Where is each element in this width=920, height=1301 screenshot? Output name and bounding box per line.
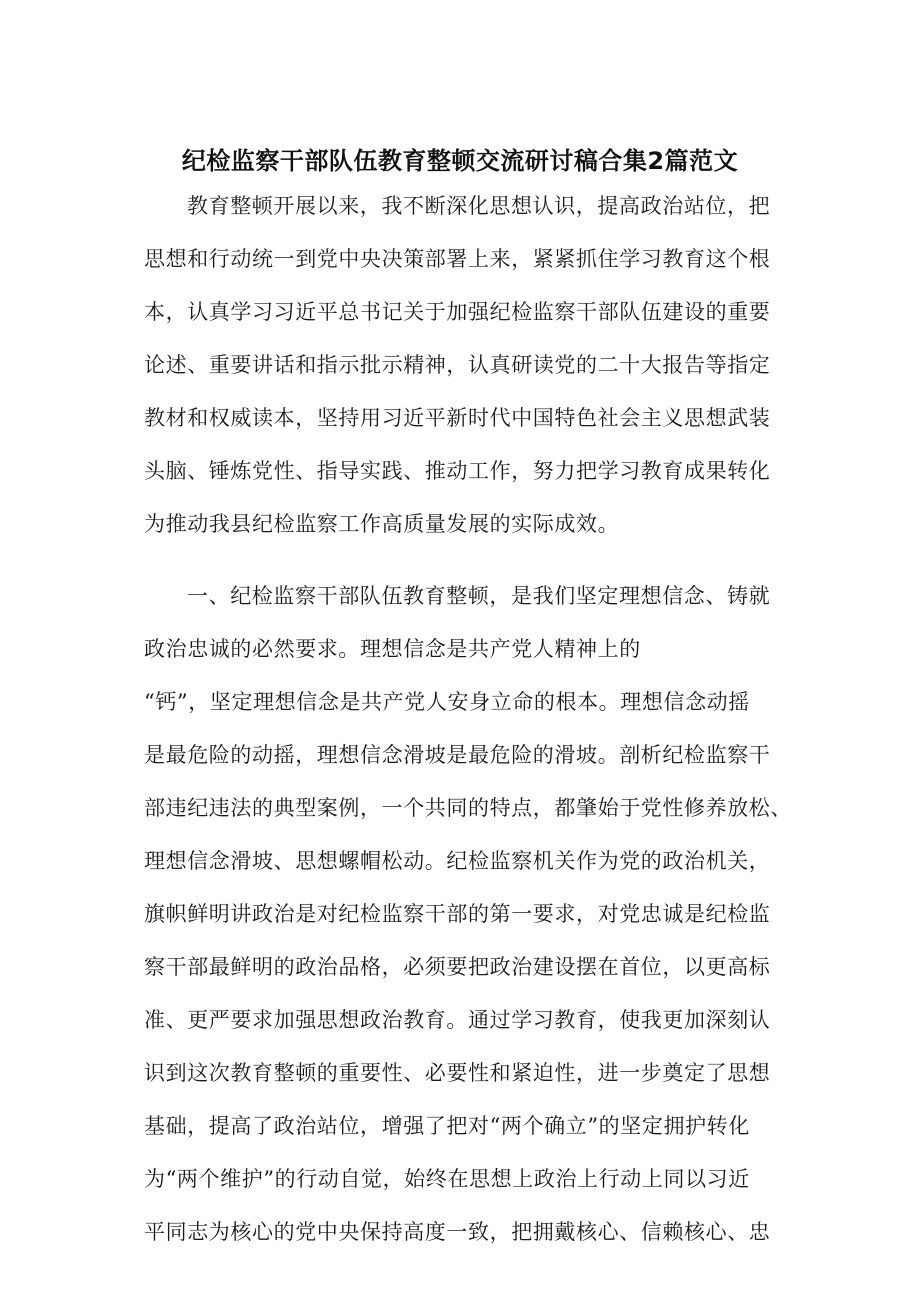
paragraph-1-line-1: 教育整顿开展以来，我不断深化思想认识，提高政治站位，把 [187,194,771,218]
paragraph-1-line-3: 本，认真学习习近平总书记关于加强纪检监察干部队伍建设的重要 [144,300,771,324]
paragraph-1-line-4: 论述、重要讲话和指示批示精神，认真研读党的二十大报告等指定 [144,353,771,377]
paragraph-2-line-8: 察干部最鲜明的政治品格，必须要把政治建设摆在首位，以更高标 [144,955,771,979]
paragraph-2-line-12: 为“两个维护”的行动自觉，始终在思想上政治上行动上同以习近 [144,1167,750,1191]
paragraph-1-line-2: 思想和行动统一到党中央决策部署上来，紧紧抓住学习教育这个根 [144,247,771,271]
paragraph-2-line-1: 一、纪检监察干部队伍教育整顿，是我们坚定理想信念、铸就 [187,584,771,608]
paragraph-1-line-5: 教材和权威读本，坚持用习近平新时代中国特色社会主义思想武装 [144,406,771,430]
paragraph-2-line-2: 政治忠诚的必然要求。理想信念是共产党人精神上的 [144,637,641,661]
paragraph-2-line-6: 理想信念滑坡、思想螺帽松动。纪检监察机关作为党的政治机关， [144,849,771,873]
paragraph-2-line-11: 基础，提高了政治站位，增强了把对“两个确立”的坚定拥护转化 [144,1114,750,1138]
paragraph-2-line-5: 部违纪违法的典型案例，一个共同的特点，都肇始于党性修养放松、 [144,796,792,820]
document-title: 纪检监察干部队伍教育整顿交流研讨稿合集2篇范文 [181,147,739,175]
paragraph-1-line-7: 为推动我县纪检监察工作高质量发展的实际成效。 [144,512,620,536]
paragraph-2-line-13: 平同志为核心的党中央保持高度一致，把拥戴核心、信赖核心、忠 [144,1220,771,1244]
paragraph-2-line-9: 准、更严要求加强思想政治教育。通过学习教育，使我更加深刻认 [144,1008,771,1032]
paragraph-2-line-3: “钙”，坚定理想信念是共产党人安身立命的根本。理想信念动摇 [144,690,750,714]
paragraph-2-line-10: 识到这次教育整顿的重要性、必要性和紧迫性，进一步奠定了思想 [144,1061,771,1085]
paragraph-2-line-7: 旗帜鲜明讲政治是对纪检监察干部的第一要求，对党忠诚是纪检监 [144,902,771,926]
paragraph-2-line-4: 是最危险的动摇，理想信念滑坡是最危险的滑坡。剖析纪检监察干 [144,743,771,767]
paragraph-1-line-6: 头脑、锤炼党性、指导实践、推动工作，努力把学习教育成果转化 [144,459,771,483]
